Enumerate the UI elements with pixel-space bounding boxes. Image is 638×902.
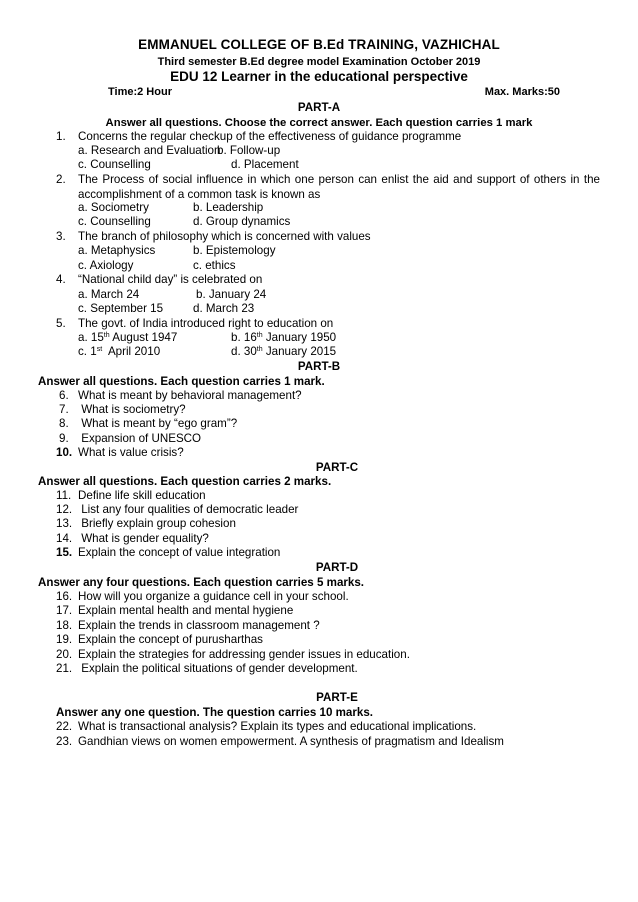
option: d. Group dynamics [193,215,291,228]
question-text: What is meant by “ego gram”? [78,417,238,430]
question-number: 10. [56,446,73,459]
option: c. September 15 [78,302,164,315]
max-marks-label: Max. Marks:50 [484,86,560,98]
part-a-heading: PART-A [297,101,341,114]
option: a. March 24 [78,288,140,301]
question-number: 23. [56,735,73,748]
question-text: Explain the trends in classroom management ? [78,619,320,632]
option: c. ethics [193,259,236,272]
option: b. 16th January 1950 [231,331,337,344]
question-number: 14. [56,532,73,545]
question-number: 5. [56,317,66,330]
question-number: 17. [56,604,73,617]
question-text: Gandhian views on women empowerment. A synthesis of pragmatism and Idealism [78,735,504,748]
time-label: Time:2 Hour [108,86,172,98]
part-e-instruction: Answer any one question. The question carries 10 marks. [56,706,373,719]
question-number: 2. [56,173,66,186]
question-text: Explain the concept of purusharthas [78,633,263,646]
question-number: 4. [56,273,66,286]
question-number: 1. [56,130,66,143]
question-text: What is transactional analysis? Explain its types and educational implications. [78,720,477,733]
question-number: 3. [56,230,66,243]
question-number: 15. [56,546,73,559]
part-b-heading: PART-B [297,360,341,373]
question-number: 13. [56,517,73,530]
option: b. Follow-up [217,144,281,157]
question-text: List any four qualities of democratic leader [78,503,299,516]
part-e-heading: PART-E [316,691,358,704]
question-text: Explain mental health and mental hygiene [78,604,294,617]
time-marks-row [108,85,560,99]
question-text: The branch of philosophy which is concerned with values [78,230,371,243]
part-d-heading: PART-D [315,561,359,574]
question-text: “National child day” is celebrated on [78,273,263,286]
question-number: 8. [59,417,69,430]
question-text: What is value crisis? [78,446,184,459]
option: a. Metaphysics [78,244,156,257]
question-number: 6. [59,389,69,402]
option: a. Sociometry [78,201,149,214]
question-number: 12. [56,503,73,516]
question-text: What is sociometry? [78,403,186,416]
question-number: 7. [59,403,69,416]
college-name: EMMANUEL COLLEGE OF B.Ed TRAINING, VAZHICHAL [138,37,500,52]
option: d. March 23 [193,302,255,315]
part-d-instruction: Answer any four questions. Each question carries 5 marks. [38,576,365,589]
question-number: 18. [56,619,73,632]
question-text: What is gender equality? [78,532,209,545]
question-text: Expansion of UNESCO [78,432,202,445]
question-text: The Process of social influence in which one person can enlist the aid and support of others in the accomplishment of a common task is known as [78,173,600,201]
option: d. 30th January 2015 [231,345,337,358]
option: c. 1st April 2010 [78,345,161,358]
question-text: Briefly explain group cohesion [78,517,236,530]
option: b. Epistemology [193,244,276,257]
option: b. Leadership [193,201,264,214]
paper-title: EDU 12 Learner in the educational perspective [170,69,468,84]
option: b. January 24 [196,288,267,301]
exam-title: Third semester B.Ed degree model Examination October 2019 [157,56,481,68]
option: a. Research and Evaluation [78,144,221,157]
question-text: Concerns the regular checkup of the effectiveness of guidance programme [78,130,462,143]
question-text: The govt. of India introduced right to education on [78,317,334,330]
question-text: Explain the concept of value integration [78,546,281,559]
option: d. Placement [231,158,299,171]
question-text: Define life skill education [78,489,206,502]
question-text: What is meant by behavioral management? [78,389,302,402]
question-number: 21. [56,662,73,675]
question-number: 20. [56,648,73,661]
option: c. Counselling [78,215,151,228]
option: c. Counselling [78,158,151,171]
question-number: 22. [56,720,73,733]
question-text: Explain the strategies for addressing gender issues in education. [78,648,410,661]
part-c-instruction: Answer all questions. Each question carries 2 marks. [38,475,332,488]
question-text: Explain the political situations of gender development. [78,662,358,675]
question-number: 9. [59,432,69,445]
question-number: 11. [56,489,72,502]
part-a-instruction: Answer all questions. Choose the correct answer. Each question carries 1 mark [105,117,533,129]
question-number: 19. [56,633,73,646]
question-number: 16. [56,590,73,603]
question-text: How will you organize a guidance cell in your school. [78,590,349,603]
option: c. Axiology [78,259,134,272]
part-b-instruction: Answer all questions. Each question carries 1 mark. [38,375,325,388]
option: a. 15th August 1947 [78,331,178,344]
part-c-heading: PART-C [315,461,359,474]
